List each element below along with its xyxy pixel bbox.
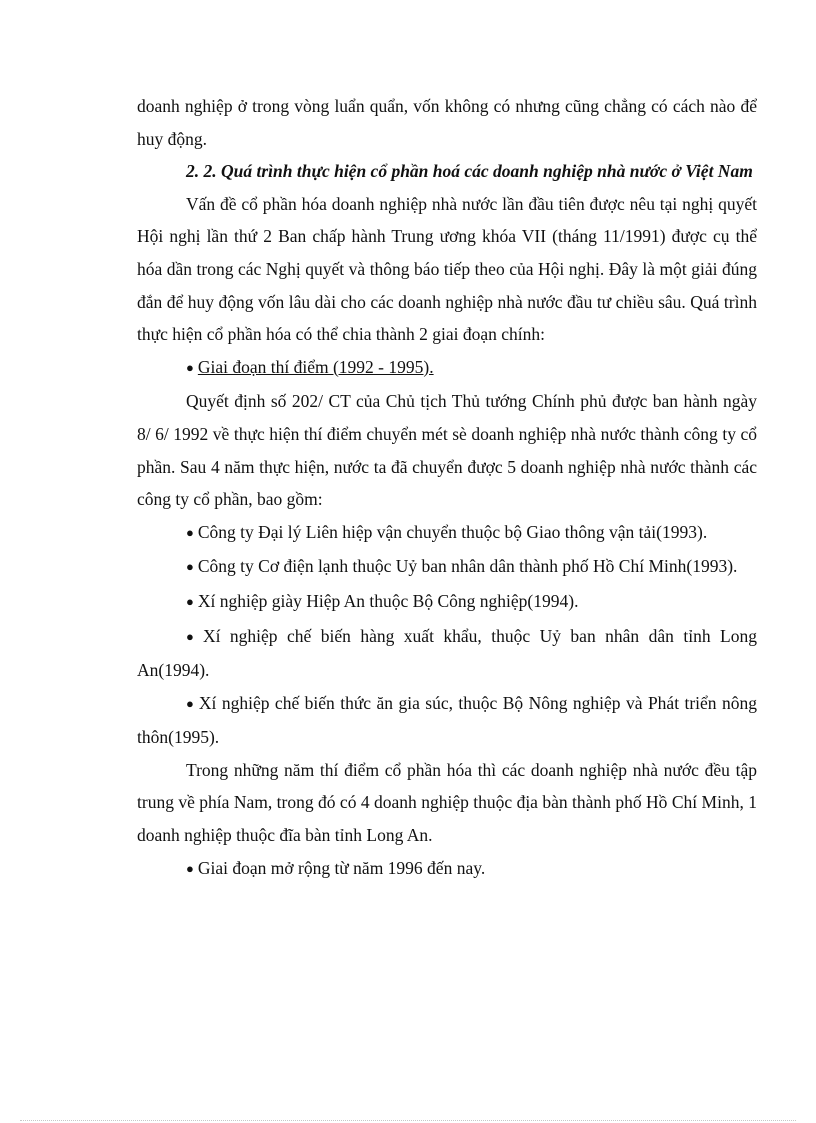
paragraph-overview: Vấn đề cổ phần hóa doanh nghiệp nhà nước lần đầu tiên được nêu tại nghị quyết Hội nghị lần thứ 2 Ban chấp hành Trung ương khóa VII (tháng 11/1991) được cụ thể hóa dần trong các Nghị quyết và thông báo tiếp theo của Hội nghị. Đây là một giải đúng đắn để huy động vốn lâu dài cho các doanh nghiệp nhà nước đầu tư chiều sâu. Quá trình thực hiện cổ phần hóa có thể chia thành 2 giai đoạn chính: (137, 193, 757, 345)
list-item (137, 687, 757, 754)
list-item (137, 516, 757, 551)
page-bottom-divider (20, 1120, 796, 1121)
bullet-icon: ● (186, 359, 194, 375)
paragraph-intro-continuation: doanh nghiệp ở trong vòng luẩn quẩn, vốn không có nhưng cũng chẳng có cách nào để huy động. (137, 96, 757, 149)
document-page (137, 90, 757, 886)
bullet-icon: ● (186, 524, 194, 540)
list-item-label: Xí nghiệp chế biến thức ăn gia súc, thuộc Bộ Nông nghiệp và Phát triển nông thôn(1995). (137, 692, 757, 748)
list-item-label: Công ty Đại lý Liên hiệp vận chuyển thuộc bộ Giao thông vận tải(1993). (197, 521, 708, 542)
list-item-pilot-phase (137, 351, 757, 386)
paragraph-decision-202: Quyết định số 202/ CT của Chủ tịch Thủ tướng Chính phủ được ban hành ngày 8/ 6/ 1992 về thực hiện thí điểm chuyển mét sè doanh nghiệp nhà nước thành công ty cổ phần. Sau 4 năm thực hiện, nước ta đã chuyển được 5 doanh nghiệp nhà nước thành các công ty cổ phần, bao gồm: (137, 391, 757, 510)
list-item (137, 620, 757, 687)
list-item-label: Công ty Cơ điện lạnh thuộc Uỷ ban nhân dân thành phố Hồ Chí Minh(1993). (197, 556, 738, 577)
list-item-expansion-phase (137, 852, 757, 887)
list-item-label: Giai đoạn mở rộng từ năm 1996 đến nay. (197, 857, 486, 878)
bullet-icon: ● (186, 593, 194, 609)
bullet-icon: ● (186, 695, 195, 711)
bullet-icon: ● (186, 860, 194, 876)
list-item-label: Xí nghiệp chế biến hàng xuất khẩu, thuộc Uỷ ban nhân dân tỉnh Long An(1994). (137, 625, 757, 681)
section-heading-2-2: 2. 2. Quá trình thực hiện cổ phần hoá các doanh nghiệp nhà nước ở Việt Nam (186, 161, 753, 182)
bullet-icon: ● (186, 628, 199, 644)
list-item-label: Giai đoạn thí điểm (1992 - 1995). (197, 356, 434, 377)
list-item (137, 585, 757, 620)
paragraph-pilot-summary: Trong những năm thí điểm cổ phần hóa thì các doanh nghiệp nhà nước đều tập trung về phía Nam, trong đó có 4 doanh nghiệp thuộc địa bàn thành phố Hồ Chí Minh, 1 doanh nghiệp thuộc đĩa bàn tỉnh Long An. (137, 759, 757, 846)
list-item-label: Xí nghiệp giày Hiệp An thuộc Bộ Công nghiệp(1994). (197, 590, 579, 611)
list-item (137, 550, 757, 585)
bullet-icon: ● (186, 559, 194, 575)
